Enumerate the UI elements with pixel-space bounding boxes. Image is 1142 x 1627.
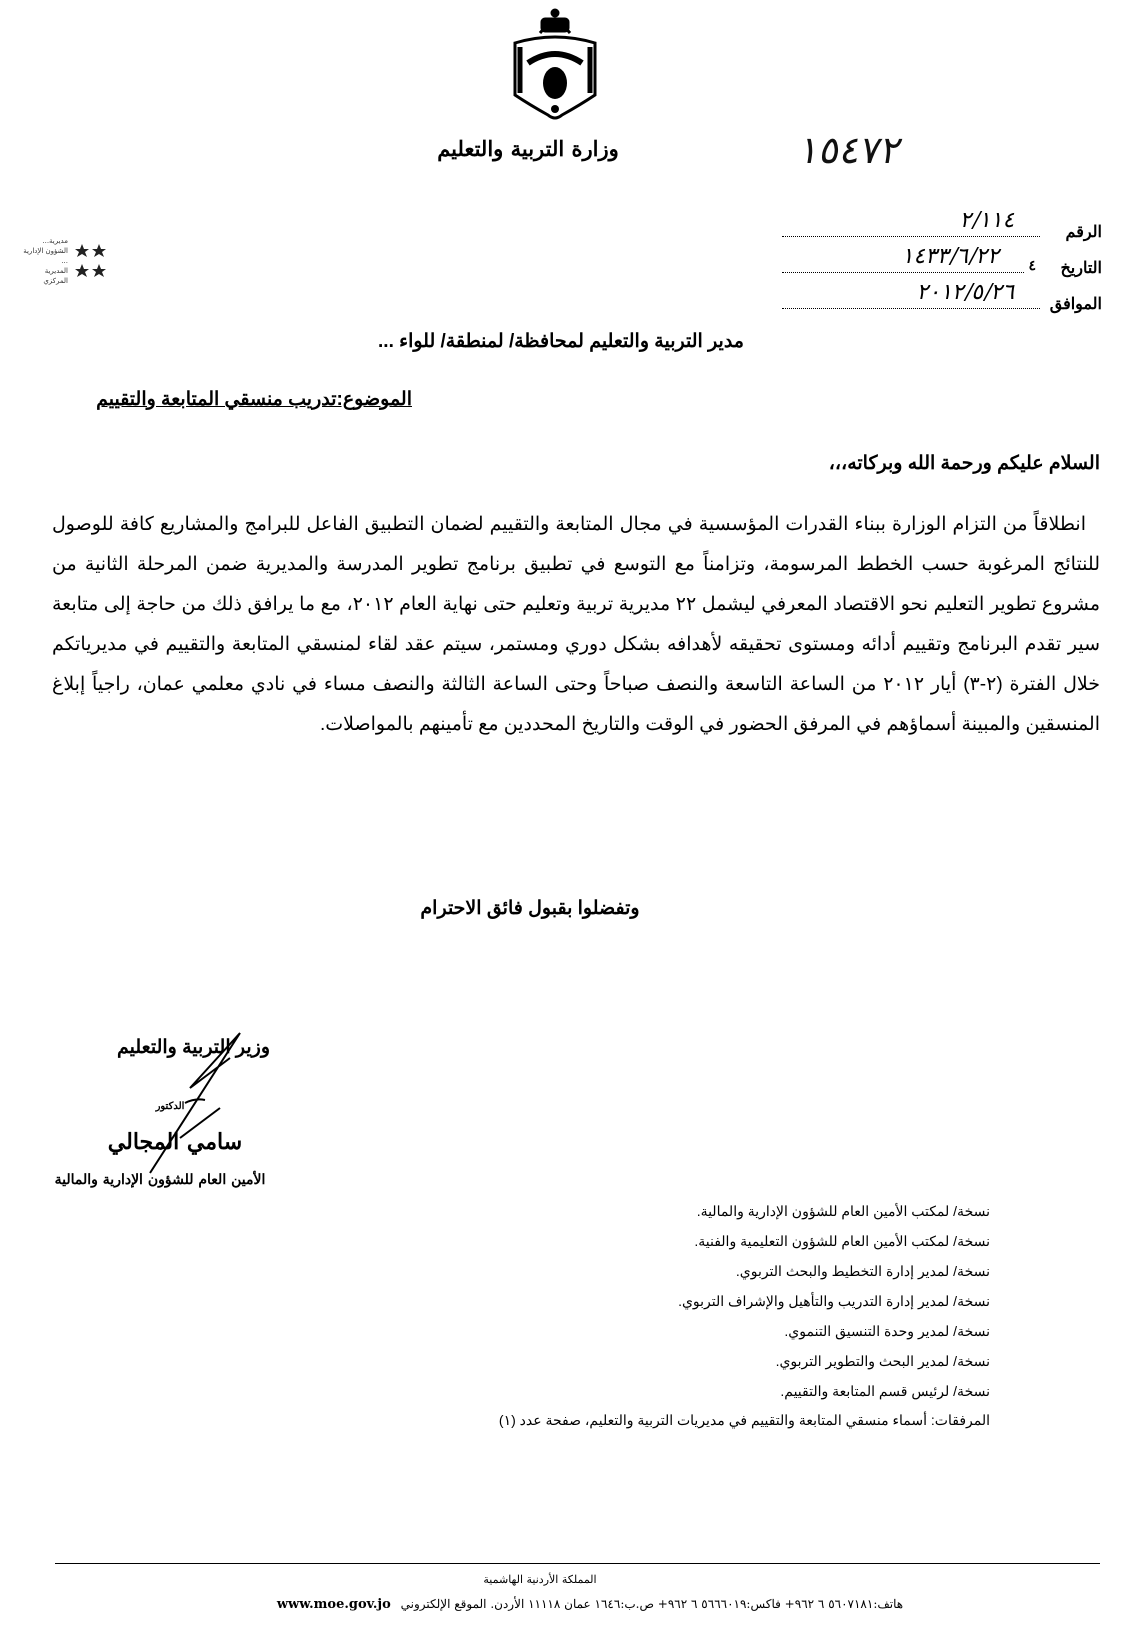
footer-contact-details: هاتف:٥٦٠٧١٨١ ٦ ٩٦٢+ فاكس:٥٦٦٦٠١٩ ٦ ٩٦٢+ ص.ب:١٦٤٦ عمان ١١١١٨ الأردن. الموقع الإلكتروني <box>400 1597 904 1611</box>
letter-subject: الموضوع:تدريب منسقي المتابعة والتقييم <box>96 389 412 410</box>
cc-item: نسخة/ لمكتب الأمين العام للشؤون التعليمية والفنية. <box>694 1233 990 1249</box>
handwritten-reference-number: ١٥٤٧٢ <box>796 128 906 172</box>
reference-date-row <box>782 242 1102 278</box>
cc-item: نسخة/ لمدير البحث والتطوير التربوي. <box>775 1353 990 1369</box>
reference-date-line <box>782 242 1024 273</box>
office-stamp <box>4 232 112 304</box>
reference-corresponding-value: ٢٠١٢/٥/٢٦ <box>915 280 1019 305</box>
jordan-coat-of-arms-logo <box>500 5 610 125</box>
cc-list <box>390 1196 990 1406</box>
reference-number-value: ٢/١١٤ <box>958 208 1019 233</box>
letter-body: انطلاقاً من التزام الوزارة ببناء القدرات المؤسسية في مجال المتابعة والتقييم لضمان التطبيق الفاعل للبرامج والمشاريع كافة للوصول للنتائج المرغوبة حسب الخطط المرسومة، وتزامناً مع التوسع في تطبيق برنامج تطوير المدرسة والمديرية ضمن المرحلة الثانية من مشروع تطوير التعليم نحو الاقتصاد المعرفي ليشمل ٢٢ مديرية تربية وتعليم حتى نهاية العام ٢٠١٢، مع ما يرافق ذلك من حاجة إلى متابعة سير تقدم البرنامج وتقييم أدائه ومستوى تحقيقه لأهدافه بشكل دوري ومستمر، سيتم عقد لقاء لمنسقي المتابعة والتقييم في مديرياتكم خلال الفترة (٢-٣) أيار ٢٠١٢ من الساعة التاسعة والنصف صباحاً وحتى الساعة الثالثة والنصف مساء في نادي معلمي عمان، راجياً إبلاغ المنسقين والمبينة أسماؤهم في المرفق الحضور في الوقت والتاريخ المحددين مع تأمينهم بالمواصلات. <box>52 514 1101 735</box>
stamp-line: ... <box>61 257 68 265</box>
stamp-line: الشؤون الإدارية <box>23 247 68 255</box>
cc-item: نسخة/ لمدير إدارة التخطيط والبحث التربوي. <box>735 1263 990 1279</box>
footer-website-link[interactable]: www.moe.gov.jo <box>276 1597 391 1612</box>
reference-block <box>782 206 1102 314</box>
cc-item: نسخة/ لمدير وحدة التنسيق التنموي. <box>784 1323 990 1339</box>
reference-date-prefix: ٤ <box>1028 257 1036 273</box>
footer-contact <box>110 1594 1070 1614</box>
footer-kingdom-name: المملكة الأردنية الهاشمية <box>483 1573 597 1586</box>
cc-item: نسخة/ لمدير إدارة التدريب والتأهيل والإشراف التربوي. <box>678 1293 990 1309</box>
cc-item: نسخة/ لرئيس قسم المتابعة والتقييم. <box>780 1383 990 1399</box>
reference-date-value: ١٤٣٣/٦/٢٢ <box>900 244 1004 269</box>
letter-recipient: مدير التربية والتعليم لمحافظة/ لمنطقة/ للواء ... <box>378 331 744 352</box>
reference-number-label: الرقم <box>1065 224 1102 241</box>
reference-number-line <box>782 206 1040 237</box>
signature-doctor-title: الدكتور <box>155 1101 185 1112</box>
reference-corresponding-label: الموافق <box>1049 296 1102 313</box>
stamp-text <box>4 236 68 286</box>
ministry-name: وزارة التربية والتعليم <box>437 136 619 161</box>
attachments-note: المرفقات: أسماء منسقي المتابعة والتقييم في مديريات التربية والتعليم، صفحة عدد (١) <box>498 1412 990 1428</box>
signature-title: وزير التربية والتعليم <box>117 1037 270 1058</box>
stamp-line: مديرية... <box>42 237 68 245</box>
reference-corresponding-line <box>782 278 1040 309</box>
cc-item: نسخة/ لمكتب الأمين العام للشؤون الإدارية والمالية. <box>696 1203 990 1219</box>
signature-name: سامي المجالي <box>107 1129 243 1155</box>
footer-divider <box>55 1563 1100 1564</box>
stamp-star-icons <box>74 242 108 282</box>
letter-greeting: السلام عليكم ورحمة الله وبركاته،،، <box>828 453 1100 474</box>
letter-closing: وتفضلوا بقبول فائق الاحترام <box>420 898 640 919</box>
stamp-line: المركزي <box>43 277 68 285</box>
reference-number-row <box>782 206 1102 242</box>
stamp-line: المديرية <box>44 267 68 275</box>
signature-role: الأمين العام للشؤون الإدارية والمالية <box>54 1172 266 1188</box>
reference-corresponding-row <box>782 278 1102 314</box>
reference-date-label: التاريخ <box>1060 260 1102 277</box>
